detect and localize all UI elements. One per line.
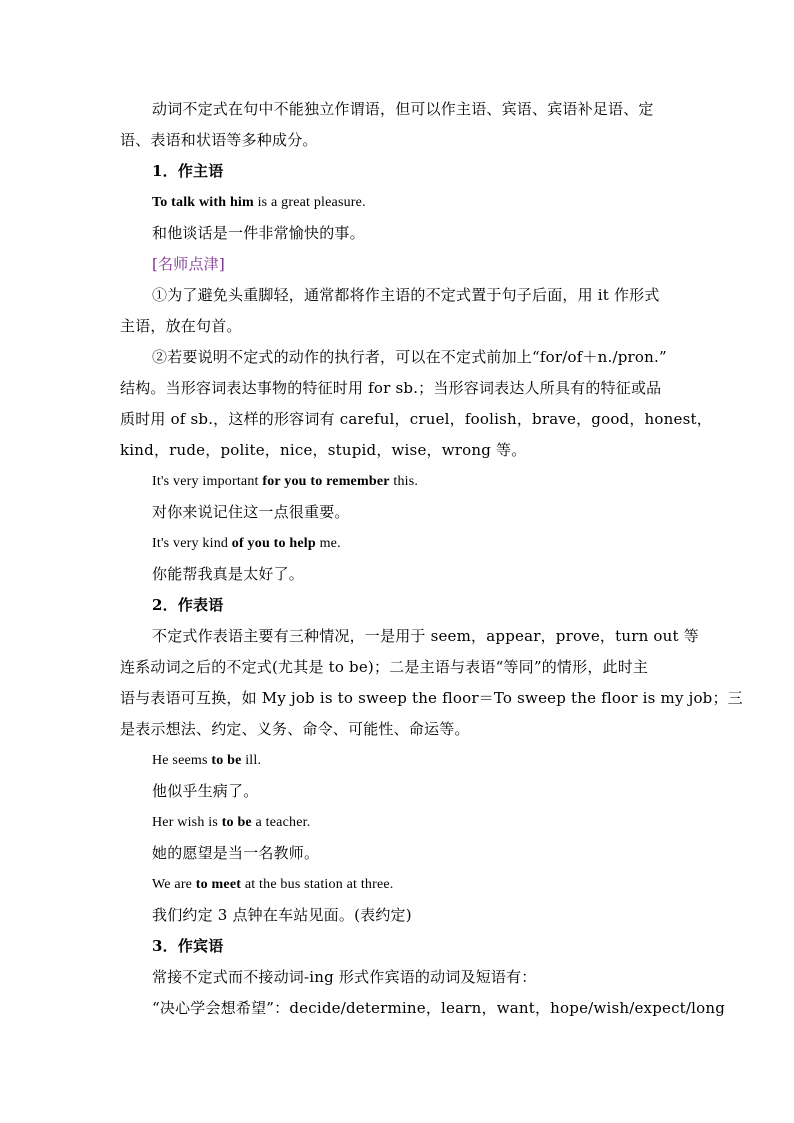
example-sentence: Her wish is to be a teacher. (152, 815, 311, 830)
paragraph-predicative-line-3: 语与表语可互换，如 My job is to sweep the floor＝To sweep the floor is my job；三 (120, 689, 743, 707)
example-highlight: for you to remember (262, 474, 390, 489)
section-heading-predicative: 2．作表语 (152, 596, 224, 614)
paragraph-intro-line-2: 语、表语和状语等多种成分。 (120, 131, 318, 149)
example-sentence: We are to meet at the bus station at three. (152, 877, 394, 892)
example-sentence: He seems to be ill. (152, 753, 262, 768)
example-sentence: It's very kind of you to help me. (152, 536, 341, 551)
document-body (120, 94, 743, 1024)
section-heading-object: 3．作宾语 (152, 937, 224, 955)
example-sentence: It's very important for you to remember this. (152, 474, 419, 489)
paragraph-predicative-line-1: 不定式作表语主要有三种情况，一是用于 seem，appear，prove，turn out 等 (152, 627, 699, 645)
example-highlight: to be (221, 815, 252, 830)
tip-2-line-4: kind，rude，polite，nice，stupid，wise，wrong 等。 (120, 441, 527, 459)
section-heading-subject: 1．作主语 (152, 162, 224, 180)
example-translation: 她的愿望是当一名教师。 (152, 844, 320, 862)
paragraph-predicative-line-2: 连系动词之后的不定式(尤其是 to be)；二是主语与表语“等同”的情形，此时主 (120, 658, 649, 676)
example-translation: 他似乎生病了。 (152, 782, 259, 800)
paragraph-object-line-2: “决心学会想希望”：decide/determine，learn，want，hope/wish/expect/long (152, 999, 726, 1017)
tip-2-line-2: 结构。当形容词表达事物的特征时用 for sb.；当形容词表达人所具有的特征或品 (120, 379, 662, 397)
example-translation: 和他谈话是一件非常愉快的事。 (152, 224, 365, 242)
tip-2-line-3: 质时用 of sb.，这样的形容词有 careful，cruel，foolish，brave，good，honest， (120, 410, 712, 428)
paragraph-intro-line-1: 动词不定式在句中不能独立作谓语，但可以作主语、宾语、宾语补足语、定 (152, 100, 654, 118)
tip-1-line-1: ①为了避免头重脚轻，通常都将作主语的不定式置于句子后面，用 it 作形式 (152, 286, 660, 304)
example-translation: 我们约定 3 点钟在车站见面。(表约定) (152, 906, 412, 924)
tip-1-line-2: 主语，放在句首。 (120, 317, 242, 335)
tip-2-line-1: ②若要说明不定式的动作的执行者，可以在不定式前加上“for/of＋n./pron.” (152, 348, 667, 366)
paragraph-object-line-1: 常接不定式而不接动词-ing 形式作宾语的动词及短语有： (152, 968, 537, 986)
example-sentence: To talk with him is a great pleasure. (152, 195, 366, 210)
example-translation: 你能帮我真是太好了。 (152, 565, 305, 583)
example-highlight: of you to help (231, 536, 316, 551)
example-translation: 对你来说记住这一点很重要。 (152, 503, 350, 521)
example-highlight: to meet (195, 877, 242, 892)
paragraph-predicative-line-4: 是表示想法、约定、义务、命令、可能性、命运等。 (120, 720, 470, 738)
example-highlight: to be (211, 753, 242, 768)
teacher-tip-label: [名师点津] (152, 255, 225, 273)
example-highlight: To talk with him (152, 195, 254, 210)
